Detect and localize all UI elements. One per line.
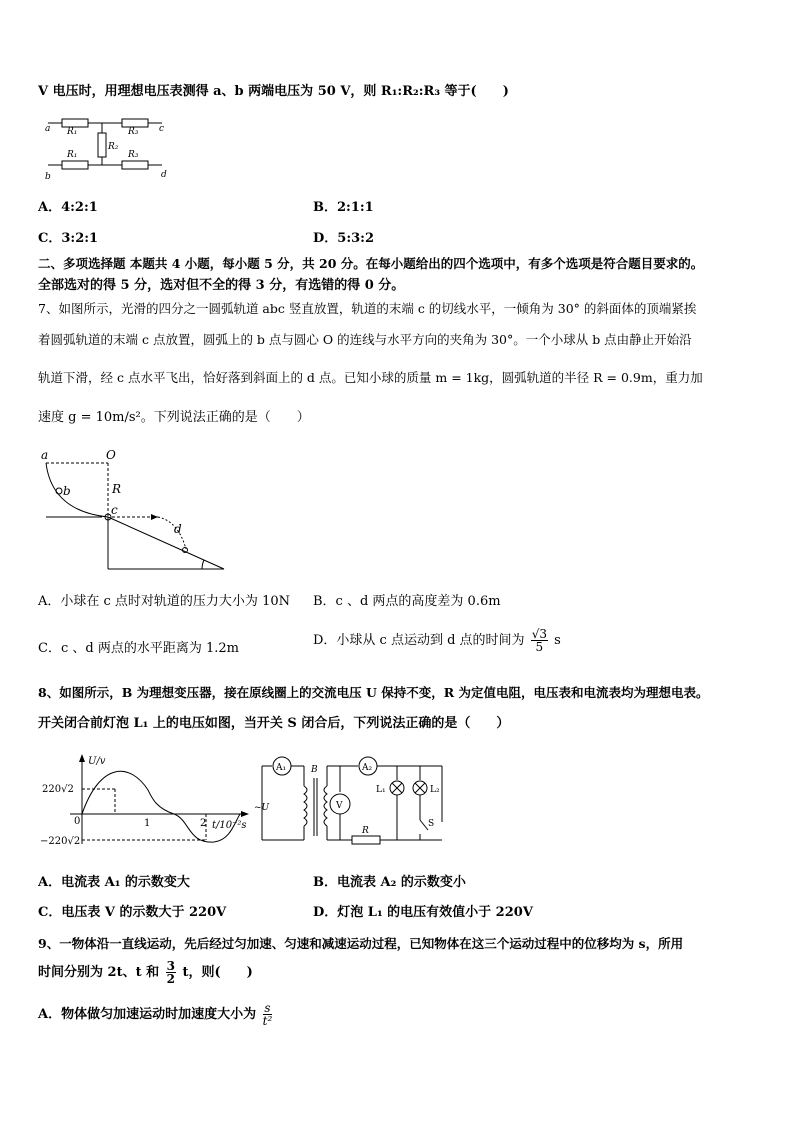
q9-fraction bbox=[166, 960, 176, 985]
q8-transformer-circuit bbox=[252, 752, 452, 852]
q9-option-a-fraction bbox=[263, 1002, 273, 1027]
q7-label-a: a bbox=[41, 448, 49, 462]
q6-label-r1-bot: R₁ bbox=[67, 150, 78, 160]
q6-option-d: D．5:3:2 bbox=[313, 231, 375, 246]
q8-option-a: A．电流表 A₁ 的示数变大 bbox=[38, 875, 190, 890]
q7-option-d bbox=[313, 628, 561, 653]
q6-label-c: c bbox=[159, 124, 165, 134]
q7-label-b: b bbox=[63, 484, 71, 498]
q8-circuit-a2: A₂ bbox=[362, 763, 373, 773]
q7-option-a: A．小球在 c 点时对轨道的压力大小为 10N bbox=[38, 594, 290, 609]
q7-label-o: O bbox=[106, 448, 116, 462]
q7-line2: 着圆弧轨道的末端 c 点放置，圆弧上的 b 点与圆心 O 的连线与水平方向的夹角为 30°。一个小球从 b 点由静止开始沿 bbox=[38, 332, 692, 347]
q8-circuit-r: R bbox=[362, 826, 369, 836]
q9-option-a-text: A．物体做匀加速运动时加速度大小为 bbox=[38, 1007, 257, 1022]
q8-circuit-l1: L₁ bbox=[376, 785, 386, 795]
q6-label-r3-bot: R₃ bbox=[128, 150, 139, 160]
section2-line1: 二、多项选择题 本题共 4 小题，每小题 5 分，共 20 分。在每小题给出的四个选项中，有多个选项是符合题目要求的。 bbox=[38, 256, 704, 271]
q7-option-d-fraction bbox=[531, 628, 548, 653]
q8-line2: 开关闭合前灯泡 L₁ 上的电压如图，当开关 S 闭合后，下列说法正确的是（ ） bbox=[38, 716, 510, 731]
q6-option-c: C．3:2:1 bbox=[38, 231, 99, 246]
q9-option-a-num: s bbox=[264, 1001, 271, 1015]
q7-line1: 7、如图所示，光滑的四分之一圆弧轨道 abc 竖直放置，轨道的末端 c 的切线水平，一倾角为 30° 的斜面体的顶端紧挨 bbox=[38, 301, 697, 316]
q7-track-diagram bbox=[38, 445, 238, 575]
q9-fraction-num: 3 bbox=[166, 959, 175, 973]
q8-graph-bottom: −220√2 bbox=[40, 836, 81, 847]
q9-fraction-den: 2 bbox=[166, 972, 175, 986]
q7-label-d: d bbox=[174, 522, 182, 536]
q6-circuit-diagram bbox=[40, 115, 180, 185]
q6-label-r1-top: R₁ bbox=[67, 127, 78, 137]
q6-stem: V 电压时，用理想电压表测得 a、b 两端电压为 50 V，则 R₁:R₂:R₃ 等于( ) bbox=[38, 84, 509, 99]
q9-line1: 9、一物体沿一直线运动，先后经过匀加速、匀速和减速运动过程，已知物体在这三个运动过程中的位移均为 s，所用 bbox=[38, 936, 684, 951]
q7-option-b: B．c 、d 两点的高度差为 0.6m bbox=[313, 594, 501, 609]
q8-circuit-v: V bbox=[336, 801, 343, 811]
q8-option-d: D．灯泡 L₁ 的电压有效值小于 220V bbox=[313, 905, 533, 920]
q7-line4: 速度 g = 10m/s²。下列说法正确的是（ ） bbox=[38, 410, 310, 425]
q8-graph-t1: 1 bbox=[144, 818, 151, 829]
q8-circuit-l2: L₂ bbox=[430, 785, 440, 795]
q8-voltage-graph bbox=[40, 752, 250, 852]
q6-option-b: B．2:1:1 bbox=[313, 200, 374, 215]
q7-option-d-denominator: 5 bbox=[535, 640, 544, 654]
q6-option-a: A．4:2:1 bbox=[38, 200, 98, 215]
q7-option-d-numerator: √3 bbox=[531, 627, 547, 641]
q8-graph-top: 220√2 bbox=[42, 784, 74, 795]
q7-line3: 轨道下滑，经 c 点水平飞出，恰好落到斜面上的 d 点。已知小球的质量 m = 1kg，圆弧轨道的半径 R = 0.9m，重力加 bbox=[38, 370, 703, 385]
q7-option-d-unit: s bbox=[554, 633, 561, 648]
q8-line1: 8、如图所示，B 为理想变压器，接在原线圈上的交流电压 U 保持不变，R 为定值电阻，电压表和电流表均为理想电表。 bbox=[38, 685, 709, 700]
q6-label-a: a bbox=[45, 124, 51, 134]
q8-graph-t2: 2 bbox=[200, 818, 207, 829]
q9-line2-pre: 时间分别为 2t、t 和 bbox=[38, 965, 160, 980]
q7-label-r: R bbox=[112, 482, 122, 496]
q9-option-a bbox=[38, 1002, 274, 1027]
q6-label-b: b bbox=[45, 172, 51, 182]
q7-option-c: C．c 、d 两点的水平距离为 1.2m bbox=[38, 641, 239, 656]
q9-line2 bbox=[38, 960, 253, 985]
q8-option-b: B．电流表 A₂ 的示数变小 bbox=[313, 875, 466, 890]
section2-line2: 全部选对的得 5 分，选对但不全的得 3 分，有选错的得 0 分。 bbox=[38, 278, 405, 293]
q9-option-a-den: t² bbox=[262, 1014, 273, 1028]
q8-graph-zero: 0 bbox=[74, 816, 81, 827]
q8-graph-yaxis: U/v bbox=[88, 756, 106, 767]
q6-label-r3-top: R₃ bbox=[128, 127, 139, 137]
q8-circuit-b: B bbox=[311, 765, 318, 775]
q8-circuit-u: ~U bbox=[254, 803, 270, 813]
q8-circuit-a1: A₁ bbox=[276, 763, 287, 773]
q6-label-d: d bbox=[161, 170, 167, 180]
q6-label-r2: R₂ bbox=[108, 142, 119, 152]
q8-circuit-s: S bbox=[428, 819, 435, 829]
q7-label-c: c bbox=[111, 503, 118, 517]
q8-option-c: C．电压表 V 的示数大于 220V bbox=[38, 905, 227, 920]
q8-graph-xaxis: t/10⁻²s bbox=[212, 820, 247, 831]
q7-option-d-text: D．小球从 c 点运动到 d 点的时间为 bbox=[313, 633, 525, 648]
q9-line2-post: t，则( ) bbox=[182, 965, 253, 980]
